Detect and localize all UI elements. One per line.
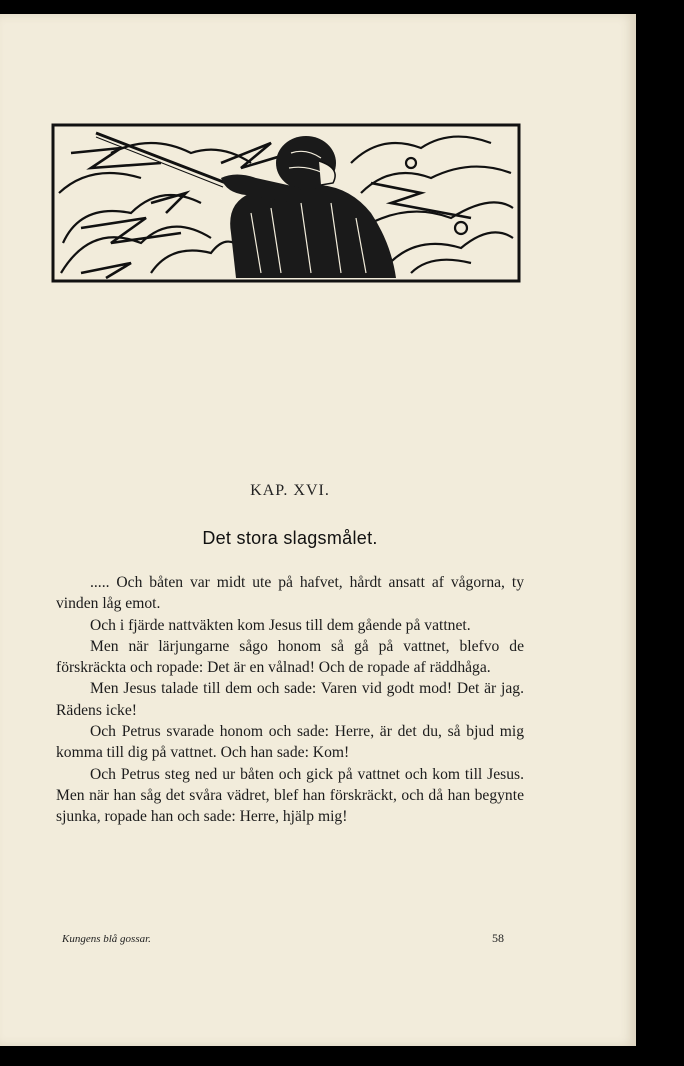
paragraph: Men Jesus talade till dem och sade: Varen vid godt mod! Det är jag. Rädens icke! xyxy=(56,680,524,719)
paragraph: Och Petrus steg ned ur båten och gick på vattnet och kom till Jesus. Men när han såg det svåra vädret, blef han förskräckt, och då han begynte sjunka, ropade han och sade: Herre, hjälp mig! xyxy=(56,765,524,826)
paragraph: Och Petrus svarade honom och sade: Herre, är det du, så bjud mig komma till dig på vattnet. Och han sade: Kom! xyxy=(56,723,524,762)
signature-mark: Kungens blå gossar. xyxy=(62,933,151,945)
paragraph: Och i fjärde nattväkten kom Jesus till dem gående på vattnet. xyxy=(90,616,471,634)
chapter-title: Det stora slagsmålet. xyxy=(202,528,378,548)
chapter-body xyxy=(56,572,524,828)
paragraph: Men när lärjungarne sågo honom så gå på vattnet, blefvo de förskräckta och ropade: Det är en vålnad! Och de ropade af räddhåga. xyxy=(56,637,524,677)
lightning-man-woodcut-icon xyxy=(51,123,521,283)
page-number: 58 xyxy=(492,931,504,945)
chapter-number: KAP. XVI. xyxy=(250,482,330,499)
paragraph: ..... Och båten var midt ute på hafvet, hårdt ansatt af vågorna, ty vinden låg emot. xyxy=(56,574,524,613)
book-page xyxy=(0,14,636,1046)
